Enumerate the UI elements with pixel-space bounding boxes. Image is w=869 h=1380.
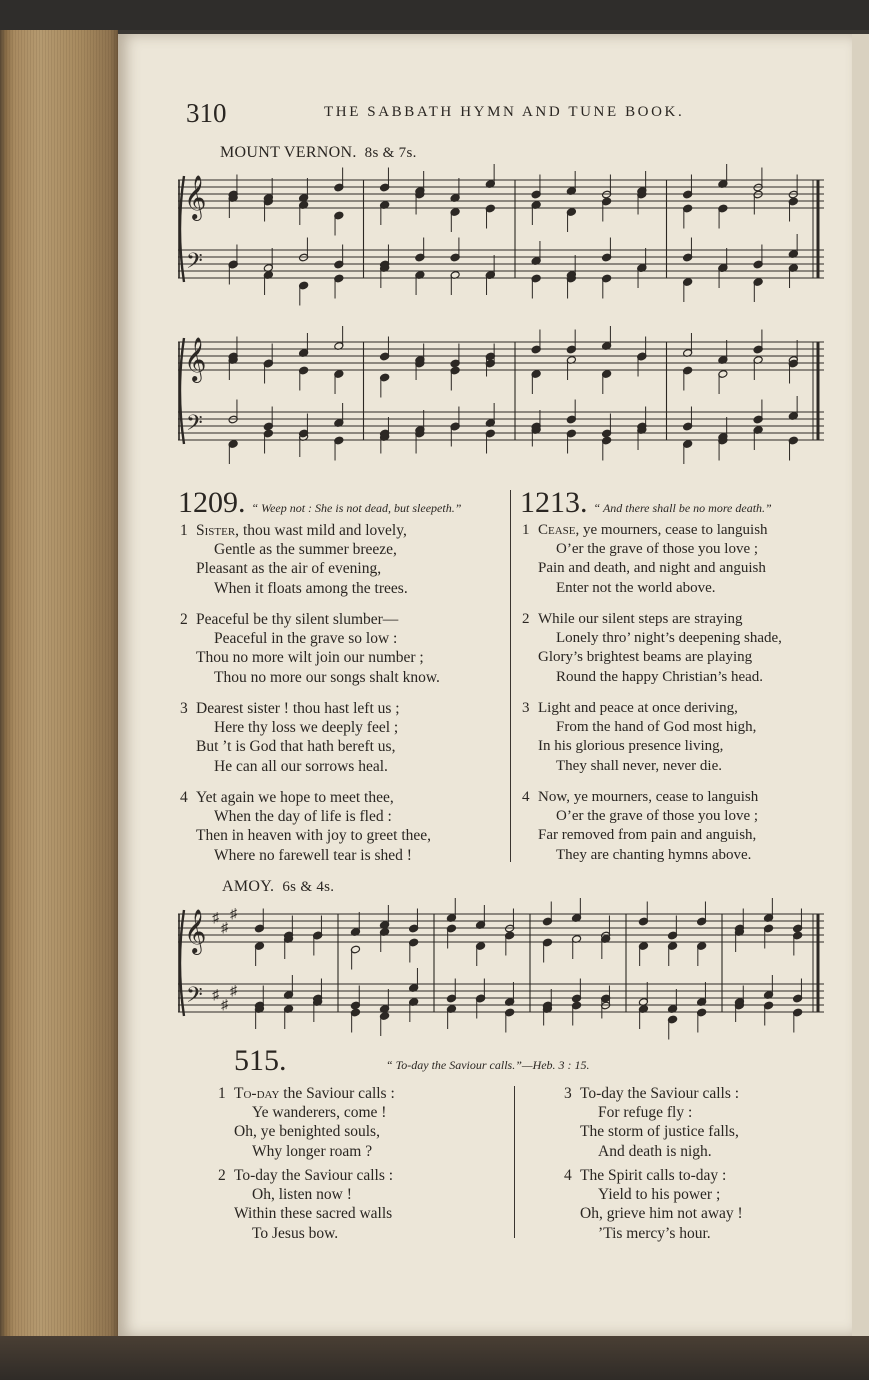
hymn-515-stanza-4: 4 The Spirit calls to-day : Yield to his power ; Oh, grieve him not away ! ’Tis mercy’s hour. bbox=[564, 1167, 743, 1242]
hymn-1213-stanza-4: 4 Now, ye mourners, cease to languish O’er the grave of those you love ; Far removed from pain and anguish, They are chanting hymns above. bbox=[522, 789, 759, 863]
bass-clef-icon: 𝄢 bbox=[186, 249, 203, 279]
treble-clef-icon: 𝄞 bbox=[184, 337, 207, 381]
tune-meter: 6s & 4s. bbox=[282, 879, 335, 895]
hymn-number: 1209 bbox=[178, 486, 238, 519]
page-number: 310 bbox=[186, 98, 227, 128]
column-divider-515 bbox=[514, 1086, 515, 1238]
staff-group bbox=[178, 326, 824, 464]
sharp-icon: ♯ bbox=[230, 984, 237, 999]
hymn-515-epigraph: “ To-day the Saviour calls.”—Heb. 3 : 15. bbox=[386, 1058, 590, 1072]
bass-clef-icon: 𝄢 bbox=[186, 983, 203, 1013]
hymn-number: 515 bbox=[234, 1044, 279, 1077]
hymn-epigraph: “ Weep not : She is not dead, but sleepeth.” bbox=[251, 501, 462, 515]
hymn-515-stanza-2: 2 To-day the Saviour calls : Oh, listen now ! Within these sacred walls To Jesus bow. bbox=[218, 1167, 394, 1242]
tune-heading-mount-vernon bbox=[220, 144, 417, 162]
adjacent-page-edge bbox=[852, 34, 869, 1336]
hymn-1209-stanza-4: 4 Yet again we hope to meet thee, When the day of life is fled : Then in heaven with joy to greet thee, Where no farewell tear is shed ! bbox=[180, 789, 432, 864]
tune-heading-amoy bbox=[222, 878, 334, 896]
hymn-1209-stanza-1: 1 Sister, thou wast mild and lovely, Gentle as the summer breeze, Pleasant as the air of evening, When it floats among the trees. bbox=[180, 522, 408, 597]
sharp-icon: ♯ bbox=[230, 907, 237, 922]
tune-name: AMOY. bbox=[222, 878, 275, 895]
hymn-1213-stanza-1: 1 Cease, ye mourners, cease to languish O’er the grave of those you love ; Pain and death, and night and anguish Enter not the world above. bbox=[522, 522, 768, 596]
hymn-header-1209: 1209. “ Weep not : She is not dead, but sleepeth.” bbox=[178, 486, 462, 519]
hymn-515-stanza-3: 3 To-day the Saviour calls : For refuge fly : The storm of justice falls, And death is nigh. bbox=[564, 1085, 740, 1160]
hymn-number-515: 515. bbox=[234, 1044, 287, 1077]
hymn-number: 1213 bbox=[520, 486, 580, 519]
hymn-1213-stanza-2: 2 While our silent steps are straying Lonely thro’ night’s deepening shade, Glory’s brightest beams are playing Round the happy Christian’s head. bbox=[522, 611, 782, 685]
column-divider bbox=[510, 490, 511, 862]
tune-name: MOUNT VERNON. bbox=[220, 144, 357, 161]
hymn-1213-stanza-3: 3 Light and peace at once deriving, From the hand of God most high, In his glorious presence living, They shall never, never die. bbox=[522, 700, 757, 774]
scan-background-bottom bbox=[0, 1336, 869, 1380]
staff-group bbox=[178, 898, 824, 1040]
treble-clef-icon: 𝄞 bbox=[184, 909, 207, 953]
hymn-1209-stanza-3: 3 Dearest sister ! thou hast left us ; Here thy loss we deeply feel ; But ’t is God that hath bereft us, He can all our sorrows heal. bbox=[180, 700, 400, 775]
hymn-515-stanza-1: 1 To-day the Saviour calls : Ye wanderers, come ! Oh, ye benighted souls, Why longer roam ? bbox=[218, 1085, 395, 1160]
treble-clef-icon: 𝄞 bbox=[184, 175, 207, 219]
running-head: THE SABBATH HYMN AND TUNE BOOK. bbox=[324, 104, 685, 120]
hymn-epigraph: “ And there shall be no more death.” bbox=[593, 501, 772, 515]
scan-background-top bbox=[0, 0, 869, 30]
hymn-1209-stanza-2: 2 Peaceful be thy silent slumber— Peaceful in the grave so low : Thou no more wilt join our number ; Thou no more our songs shalt know. bbox=[180, 611, 440, 686]
hymn-header-1213: 1213. “ And there shall be no more death.” bbox=[520, 486, 772, 519]
book-spine-edge bbox=[0, 30, 118, 1380]
music-system-amoy bbox=[178, 906, 824, 1030]
music-system-mount-vernon-1 bbox=[178, 172, 824, 302]
sharp-icon: ♯ bbox=[212, 911, 219, 926]
bass-clef-icon: 𝄢 bbox=[186, 411, 203, 441]
music-system-mount-vernon-2 bbox=[178, 334, 824, 464]
sharp-icon: ♯ bbox=[221, 998, 228, 1013]
sharp-icon: ♯ bbox=[212, 988, 219, 1003]
tune-meter: 8s & 7s. bbox=[364, 145, 417, 161]
staff-group bbox=[178, 164, 824, 306]
sharp-icon: ♯ bbox=[221, 921, 228, 936]
